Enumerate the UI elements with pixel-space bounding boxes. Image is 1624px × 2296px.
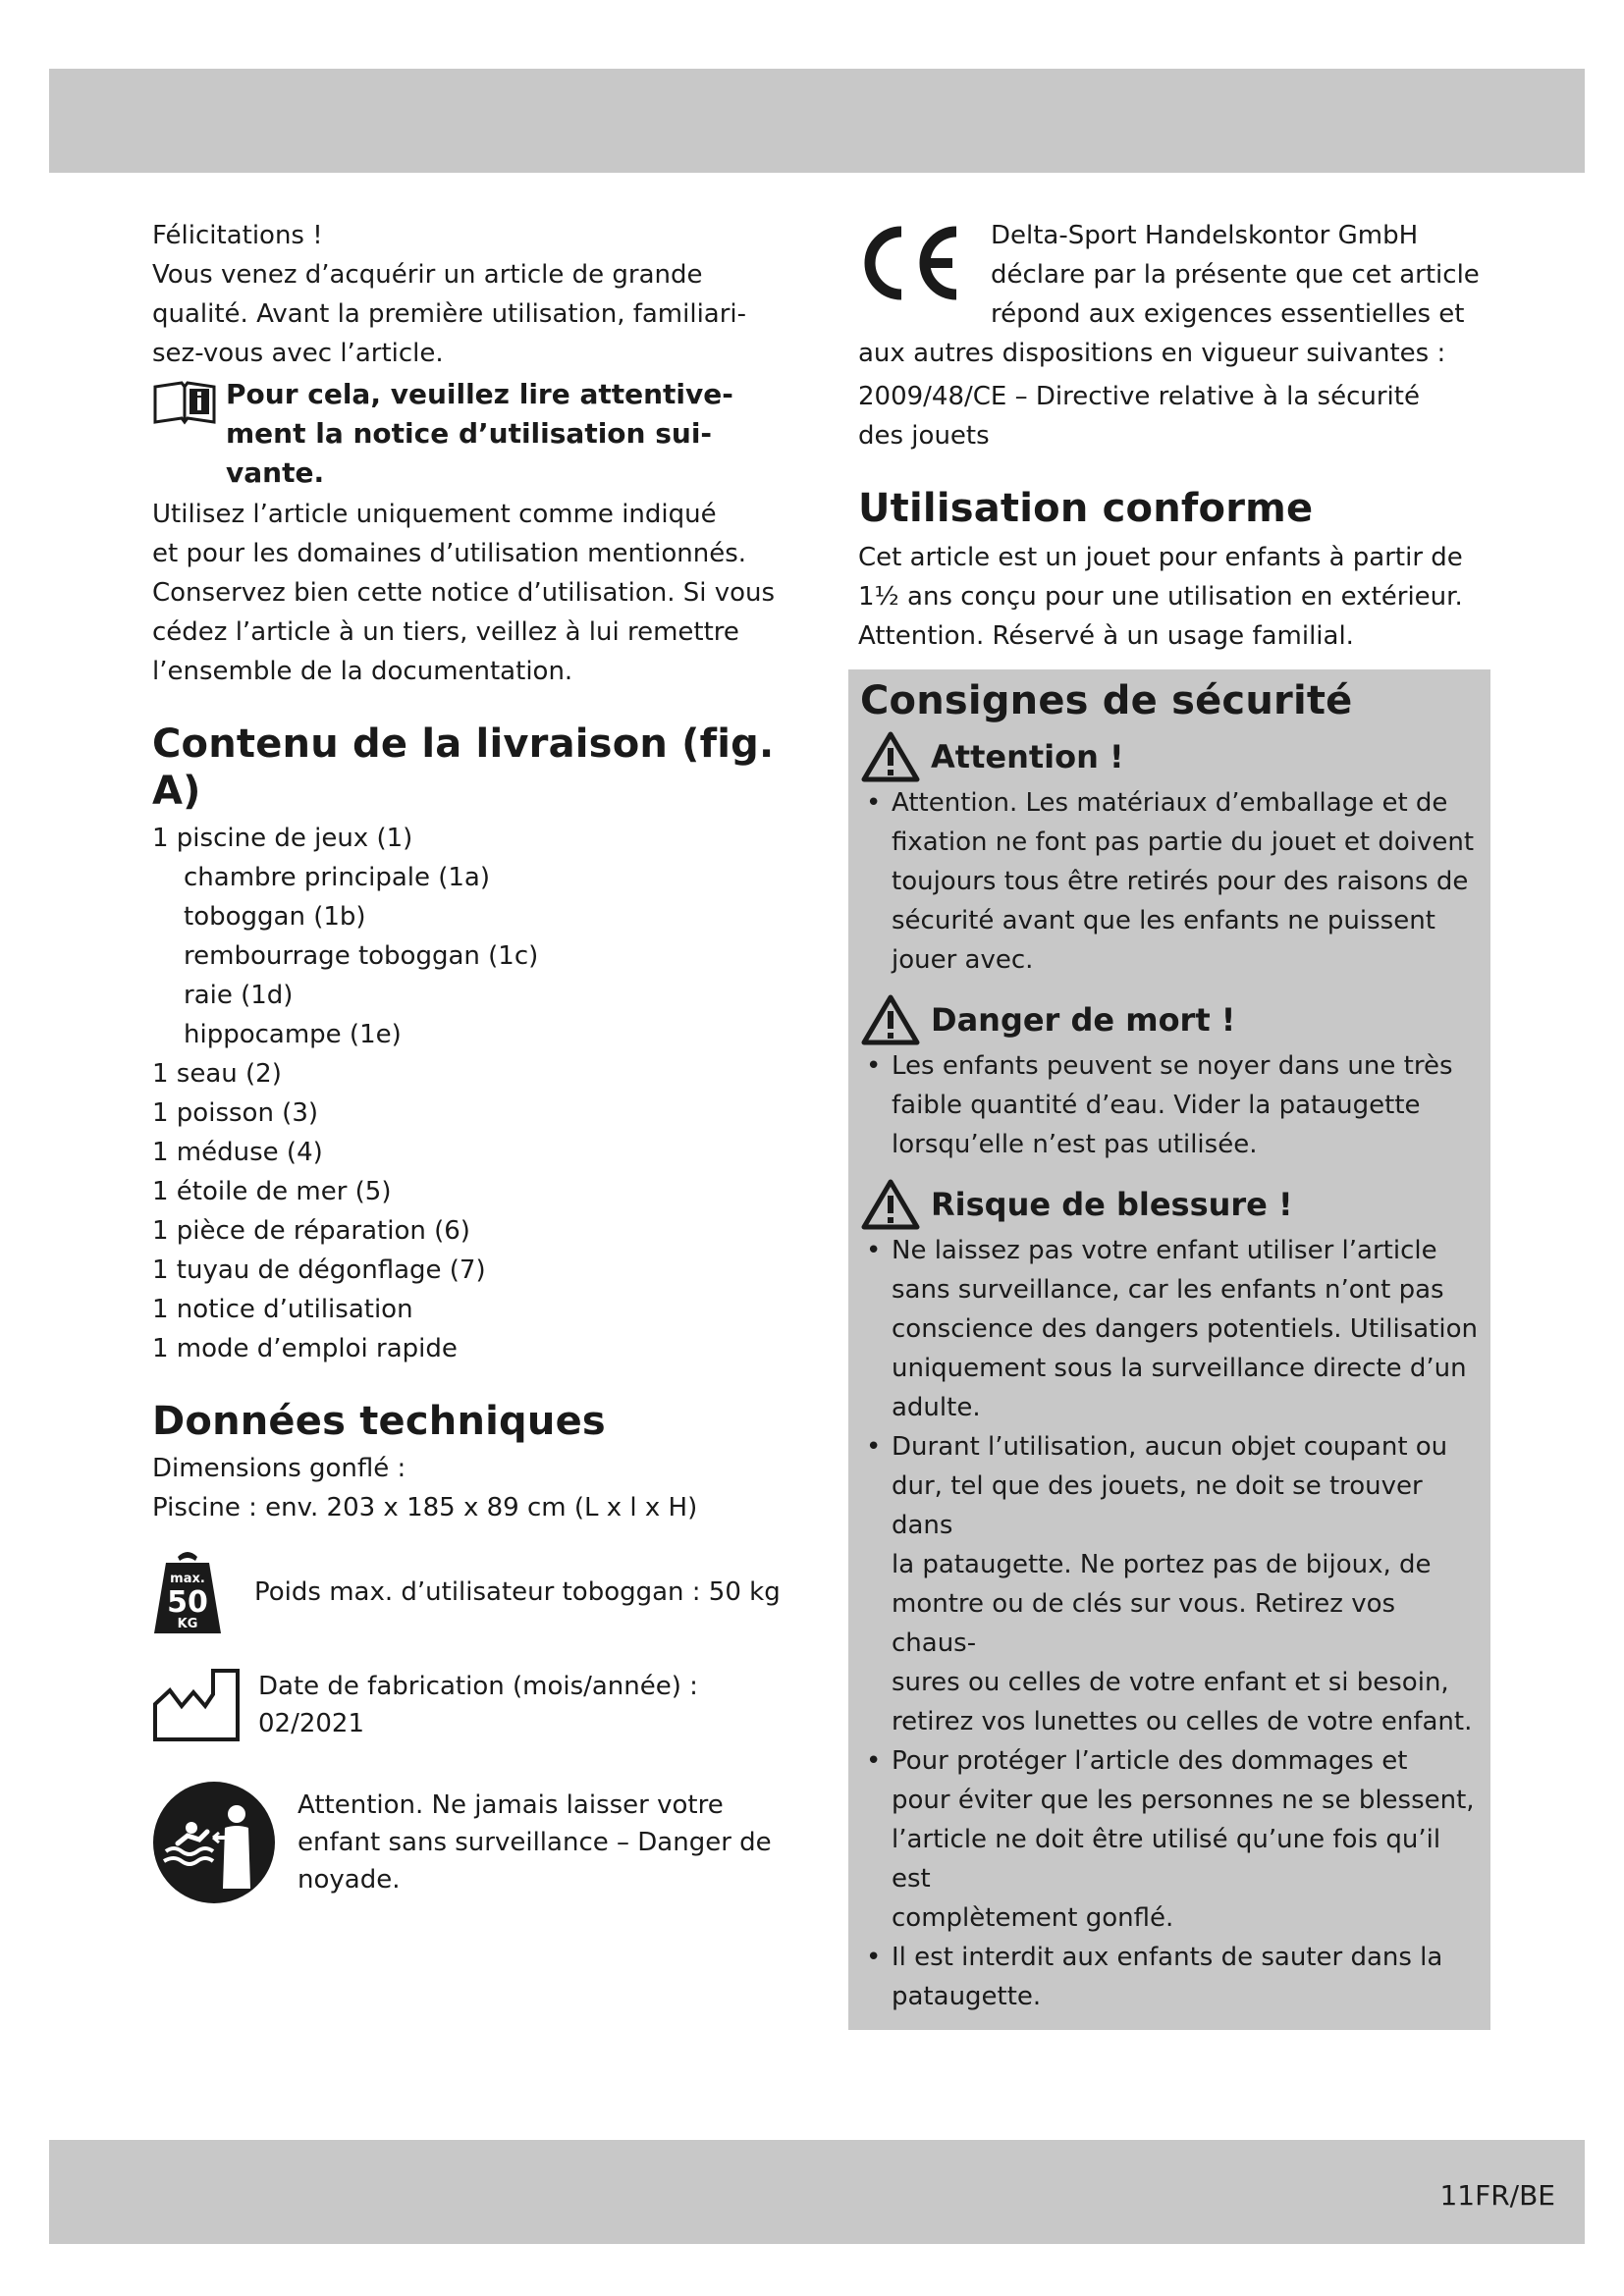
bullet-line: • Il est interdit aux enfants de sauter dans la bbox=[892, 1943, 1443, 1972]
contents-list bbox=[152, 819, 785, 1368]
ce-line: Delta-Sport Handelskontor GmbH bbox=[991, 221, 1419, 250]
technical-heading: Données techniques bbox=[152, 1399, 606, 1444]
right-column bbox=[858, 216, 1483, 2030]
bullet-line: • Pour protéger l’article des dommages et bbox=[892, 1746, 1408, 1776]
contents-subitem: rembourrage toboggan (1c) bbox=[184, 941, 539, 971]
bullet-line: sures ou celles de votre enfant et si besoin, bbox=[892, 1668, 1449, 1697]
intro-text bbox=[152, 216, 785, 373]
contents-item: 1 notice d’utilisation bbox=[152, 1295, 413, 1324]
conformity-line: des jouets bbox=[858, 421, 990, 451]
bullet-line: dur, tel que des jouets, ne doit se trouver dans bbox=[892, 1471, 1423, 1540]
intended-use-line: Attention. Réservé à un usage familial. bbox=[858, 621, 1354, 651]
warning-attention bbox=[860, 730, 1479, 783]
bullet-line: • Durant l’utilisation, aucun objet coupant ou bbox=[892, 1432, 1448, 1462]
manufacture-label: Date de fabrication (mois/année) : bbox=[258, 1672, 698, 1701]
drowning-warning-line: noyade. bbox=[298, 1865, 401, 1895]
intro-line: Vous venez d’acquérir un article de grande bbox=[152, 260, 703, 290]
warning-injury bbox=[860, 1178, 1479, 1231]
weight-icon-max: max. bbox=[170, 1572, 205, 1586]
bullet-line: • Ne laissez pas votre enfant utiliser l’article bbox=[892, 1236, 1437, 1265]
read-manual-note bbox=[152, 375, 785, 493]
bullet-item bbox=[860, 1938, 1479, 2016]
warning-title: Danger de mort ! bbox=[931, 1001, 1236, 1039]
bullet-item bbox=[860, 1046, 1479, 1164]
contents-item: 1 étoile de mer (5) bbox=[152, 1177, 392, 1206]
warning-title: Attention ! bbox=[931, 738, 1124, 775]
weight-icon-value: 50 bbox=[167, 1585, 208, 1620]
bullet-item bbox=[860, 1427, 1479, 1741]
note-line: Pour cela, veuillez lire attentive- bbox=[226, 378, 733, 410]
bullet-line: faible quantité d’eau. Vider la pataugette bbox=[892, 1091, 1421, 1120]
warning-triangle-icon bbox=[860, 1178, 921, 1231]
bullet-item bbox=[860, 1231, 1479, 1427]
intended-use-line: 1½ ans conçu pour une utilisation en extérieur. bbox=[858, 582, 1463, 612]
bullet-line: la pataugette. Ne portez pas de bijoux, de bbox=[892, 1550, 1432, 1579]
contents-subitem: chambre principale (1a) bbox=[184, 863, 491, 892]
header-band bbox=[49, 69, 1585, 173]
manufacture-date: 02/2021 bbox=[258, 1709, 365, 1738]
bullet-item bbox=[860, 1741, 1479, 1938]
usage-line: Utilisez l’article uniquement comme indiqué bbox=[152, 500, 717, 529]
bullet-line: lorsqu’elle n’est pas utilisée. bbox=[892, 1130, 1258, 1159]
conformity-line: 2009/48/CE – Directive relative à la sécurité bbox=[858, 382, 1420, 411]
dimensions-label: Dimensions gonflé : bbox=[152, 1454, 406, 1483]
contents-subitem: hippocampe (1e) bbox=[184, 1020, 402, 1049]
manufacture-date-icon bbox=[152, 1667, 241, 1743]
warning-triangle-icon bbox=[860, 730, 921, 783]
usage-line: cédez l’article à un tiers, veillez à lui remettre bbox=[152, 617, 739, 647]
safety-box bbox=[848, 669, 1490, 2030]
manual-info-icon bbox=[152, 379, 217, 426]
bullet-line: retirez vos lunettes ou celles de votre enfant. bbox=[892, 1707, 1473, 1736]
contents-subitem: raie (1d) bbox=[184, 981, 294, 1010]
bullet-line: adulte. bbox=[892, 1393, 981, 1422]
footer-band bbox=[49, 2140, 1585, 2244]
bullet-line: sans surveillance, car les enfants n’ont pas bbox=[892, 1275, 1444, 1305]
dimensions-value: Piscine : env. 203 x 185 x 89 cm (L x l x H) bbox=[152, 1493, 698, 1522]
safety-heading: Consignes de sécurité bbox=[860, 678, 1353, 723]
contents-heading: Contenu de la livraison (fig. A) bbox=[152, 721, 775, 814]
warning-title: Risque de blessure ! bbox=[931, 1186, 1293, 1223]
usage-line: l’ensemble de la documentation. bbox=[152, 657, 573, 686]
warning-triangle-icon bbox=[860, 993, 921, 1046]
contents-item: 1 méduse (4) bbox=[152, 1138, 323, 1167]
usage-line: et pour les domaines d’utilisation mentionnés. bbox=[152, 539, 747, 568]
warning-bullets bbox=[860, 783, 1479, 980]
bullet-line: • Attention. Les matériaux d’emballage et de bbox=[892, 788, 1448, 818]
bullet-line: complètement gonflé. bbox=[892, 1903, 1174, 1933]
warning-danger bbox=[860, 993, 1479, 1046]
drowning-warning-row bbox=[152, 1781, 785, 1904]
left-column bbox=[152, 216, 785, 1904]
bullet-line: toujours tous être retirés pour des raisons de bbox=[892, 867, 1469, 896]
bullet-line: uniquement sous la surveillance directe d’un bbox=[892, 1354, 1467, 1383]
bullet-line: conscience des dangers potentiels. Utilisation bbox=[892, 1314, 1478, 1344]
contents-item: 1 poisson (3) bbox=[152, 1098, 319, 1128]
ce-declaration bbox=[858, 216, 1483, 334]
weight-icon bbox=[152, 1547, 223, 1637]
weight-icon-unit: KG bbox=[177, 1617, 198, 1631]
bullet-item bbox=[860, 783, 1479, 980]
manufacture-row bbox=[152, 1667, 785, 1743]
conformity-line: aux autres dispositions en vigueur suivantes : bbox=[858, 339, 1446, 368]
intro-line: sez-vous avec l’article. bbox=[152, 339, 444, 368]
usage-text bbox=[152, 495, 785, 691]
bullet-line: pataugette. bbox=[892, 1982, 1042, 2011]
contents-item: 1 mode d’emploi rapide bbox=[152, 1334, 458, 1363]
ce-mark-icon bbox=[858, 224, 966, 302]
bullet-line: jouer avec. bbox=[892, 945, 1034, 975]
warning-bullets bbox=[860, 1231, 1479, 2016]
note-line: vante. bbox=[226, 456, 325, 489]
note-line: ment la notice d’utilisation sui- bbox=[226, 417, 713, 450]
ce-line: répond aux exigences essentielles et bbox=[991, 299, 1465, 329]
bullet-line: l’article ne doit être utilisé qu’une fois qu’il est bbox=[892, 1825, 1441, 1894]
page-number: 11FR/BE bbox=[1439, 2179, 1555, 2212]
bullet-line: • Les enfants peuvent se noyer dans une très bbox=[892, 1051, 1453, 1081]
max-weight-row bbox=[152, 1547, 785, 1637]
drowning-warning-line: Attention. Ne jamais laisser votre bbox=[298, 1790, 724, 1820]
intro-line: Félicitations ! bbox=[152, 221, 323, 250]
contents-item: 1 tuyau de dégonflage (7) bbox=[152, 1255, 486, 1285]
usage-line: Conservez bien cette notice d’utilisation. Si vous bbox=[152, 578, 776, 608]
intended-use-line: Cet article est un jouet pour enfants à partir de bbox=[858, 543, 1463, 572]
supervision-icon bbox=[152, 1781, 276, 1904]
bullet-line: pour éviter que les personnes ne se blessent, bbox=[892, 1786, 1475, 1815]
intro-line: qualité. Avant la première utilisation, familiari- bbox=[152, 299, 747, 329]
bullet-line: montre ou de clés sur vous. Retirez vos chaus- bbox=[892, 1589, 1396, 1658]
contents-item: 1 pièce de réparation (6) bbox=[152, 1216, 470, 1246]
warning-bullets bbox=[860, 1046, 1479, 1164]
bullet-line: fixation ne font pas partie du jouet et doivent bbox=[892, 828, 1475, 857]
bullet-line: sécurité avant que les enfants ne puissent bbox=[892, 906, 1435, 935]
drowning-warning-line: enfant sans surveillance – Danger de bbox=[298, 1828, 772, 1857]
ce-line: déclare par la présente que cet article bbox=[991, 260, 1480, 290]
contents-item: 1 seau (2) bbox=[152, 1059, 282, 1089]
intended-use-heading: Utilisation conforme bbox=[858, 486, 1314, 531]
contents-item: 1 piscine de jeux (1) bbox=[152, 824, 413, 853]
contents-subitem: toboggan (1b) bbox=[184, 902, 366, 932]
max-weight-text: Poids max. d’utilisateur toboggan : 50 kg bbox=[254, 1577, 781, 1607]
